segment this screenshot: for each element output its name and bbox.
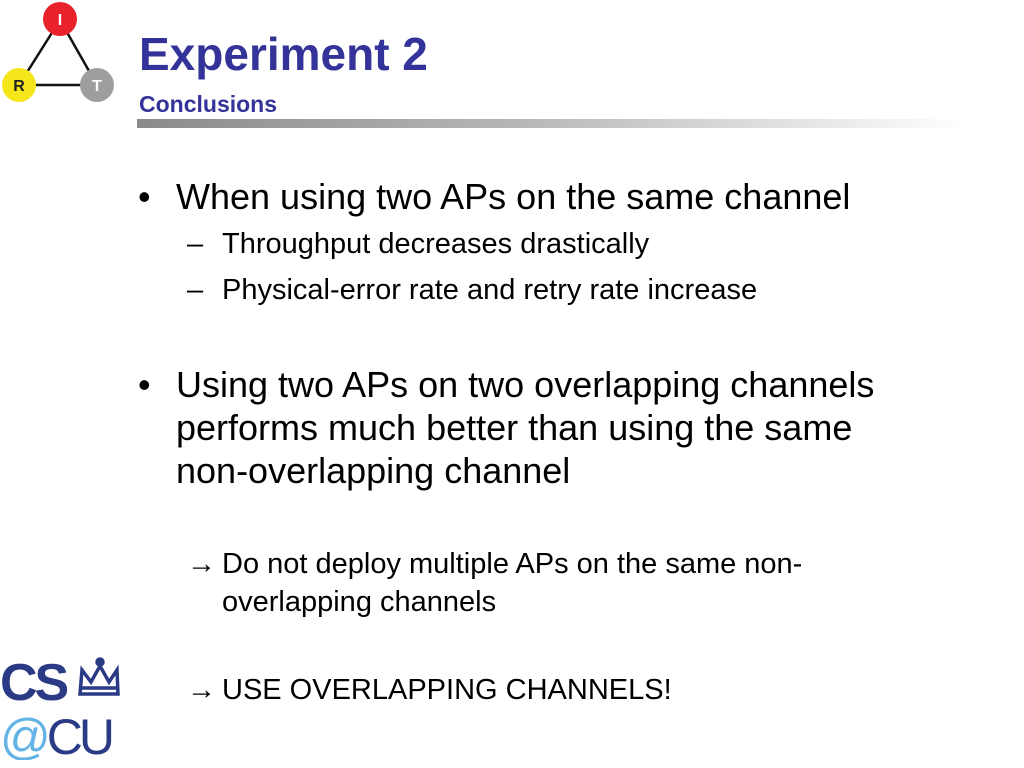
bullet-dot-1: • [138, 176, 151, 217]
arrow-note-2 [187, 671, 947, 709]
sub-bullet-dash-1: – [187, 228, 204, 260]
cs-logo-text: CS [0, 654, 67, 712]
node-i-label: I [57, 12, 63, 29]
arrow-note-1 [187, 545, 947, 621]
at-cu-logo-text: @CU [0, 709, 111, 760]
sub-bullet-2: Physical-error rate and retry rate increase [222, 274, 758, 306]
slide-title: Experiment 2 [139, 28, 428, 80]
arrow-note-1-line-2: overlapping channels [222, 586, 497, 618]
bullet-1: When using two APs on the same channel [176, 176, 851, 217]
right-arrow-icon: → [187, 548, 216, 580]
arrow-note-1-line-1: Do not deploy multiple APs on the same non- [222, 548, 803, 580]
node-r-label: R [13, 78, 25, 95]
sub-bullet-1: Throughput decreases drastically [222, 228, 650, 260]
cs-at-cu-logo [0, 652, 124, 760]
right-arrow-icon: → [187, 674, 216, 706]
arrow-note-2-text: USE OVERLAPPING CHANNELS! [222, 674, 672, 706]
bullet-2-line-2: performs much better than using the same [176, 407, 853, 448]
slide-subtitle: Conclusions [139, 91, 278, 117]
crown-icon [80, 659, 118, 694]
bullet-2-line-3: non-overlapping channel [176, 450, 571, 491]
sub-bullet-dash-2: – [187, 274, 204, 306]
node-t-label: T [92, 78, 102, 95]
bullet-2-line-1: Using two APs on two overlapping channels [176, 364, 875, 405]
bullet-dot-2: • [138, 364, 151, 405]
